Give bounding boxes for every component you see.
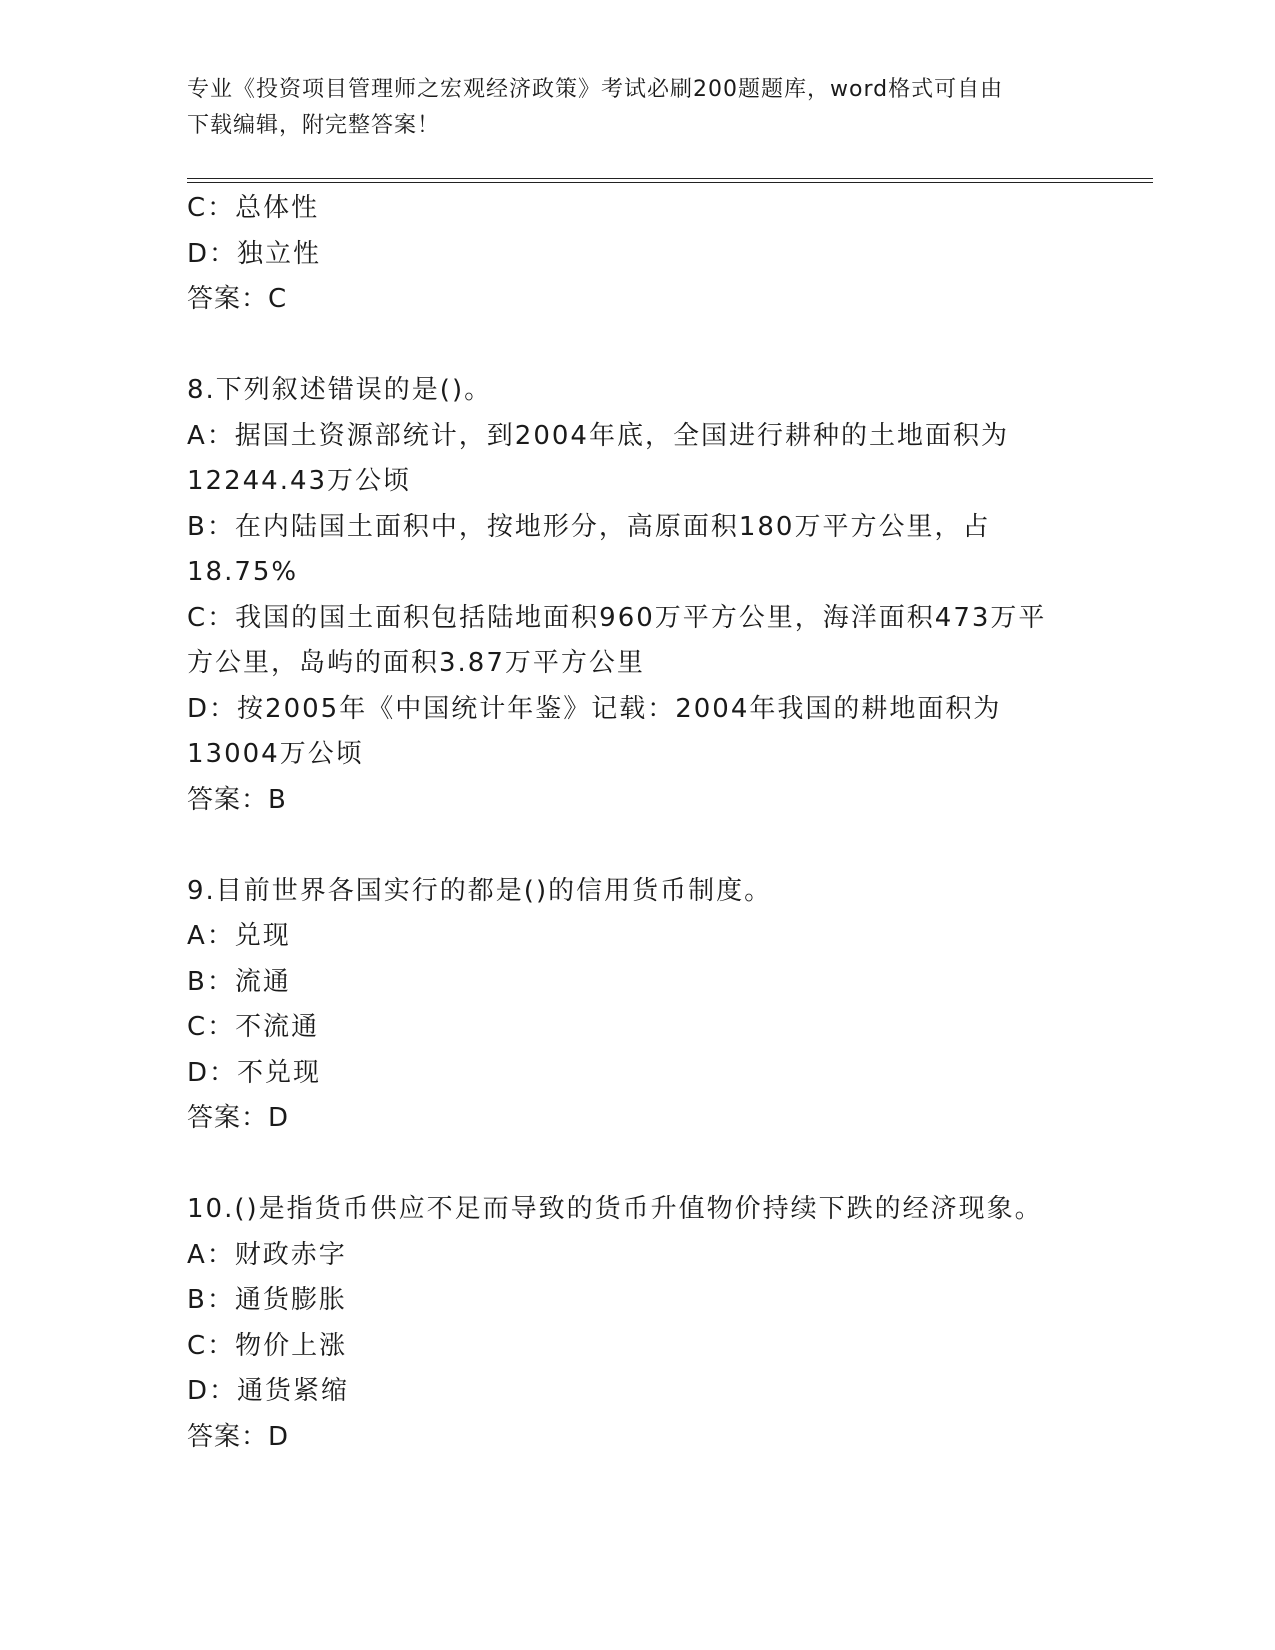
- option-b: B：流通: [187, 966, 291, 997]
- question-text: 9.目前世界各国实行的都是()的信用货币制度。: [187, 875, 773, 906]
- question-7: [187, 186, 1087, 323]
- page-header: [187, 72, 1067, 144]
- header-divider-top: [187, 178, 1153, 179]
- header-line-1: 专业《投资项目管理师之宏观经济政策》考试必刷200题题库，word格式可自由: [187, 77, 1004, 102]
- option-b: B：通货膨胀: [187, 1285, 347, 1315]
- question-9: [187, 869, 1087, 1142]
- answer: 答案：C: [187, 284, 288, 314]
- spacer: [187, 1142, 1087, 1188]
- answer: 答案：B: [187, 784, 287, 815]
- option-d: D：通货紧缩: [187, 1376, 350, 1406]
- option-d: D：独立性: [187, 238, 322, 269]
- option-d: D：不兑现: [187, 1057, 322, 1088]
- option-c-line-1: C：我国的国土面积包括陆地面积960万平方公里，海洋面积473万平: [187, 602, 1047, 633]
- option-a-line-2: 12244.43万公顷: [187, 466, 412, 496]
- option-b-line-2: 18.75%: [187, 557, 299, 587]
- option-c: C：物价上涨: [187, 1330, 348, 1361]
- answer: 答案：D: [187, 1421, 290, 1452]
- header-divider-bottom: [187, 182, 1153, 183]
- option-a: A：财政赤字: [187, 1239, 347, 1270]
- option-c: C：总体性: [187, 193, 320, 223]
- question-text: 8.下列叙述错误的是()。: [187, 375, 493, 405]
- answer: 答案：D: [187, 1103, 290, 1133]
- header-line-2: 下载编辑，附完整答案！: [187, 113, 441, 138]
- spacer: [187, 823, 1087, 869]
- document-body: [187, 186, 1087, 1460]
- question-8: [187, 368, 1087, 823]
- question-text: 10.()是指货币供应不足而导致的货币升值物价持续下跌的经济现象。: [187, 1194, 1043, 1224]
- option-d-line-2: 13004万公顷: [187, 739, 364, 769]
- option-c-line-2: 方公里，岛屿的面积3.87万平方公里: [187, 648, 645, 678]
- option-a-line-1: A：据国土资源部统计，到2004年底，全国进行耕种的土地面积为: [187, 420, 1009, 451]
- option-d-line-1: D：按2005年《中国统计年鉴》记载：2004年我国的耕地面积为: [187, 693, 1002, 724]
- question-10: [187, 1187, 1087, 1460]
- spacer: [187, 323, 1087, 369]
- option-c: C：不流通: [187, 1012, 320, 1042]
- option-a: A：兑现: [187, 921, 291, 951]
- option-b-line-1: B：在内陆国土面积中，按地形分，高原面积180万平方公里，占: [187, 511, 991, 542]
